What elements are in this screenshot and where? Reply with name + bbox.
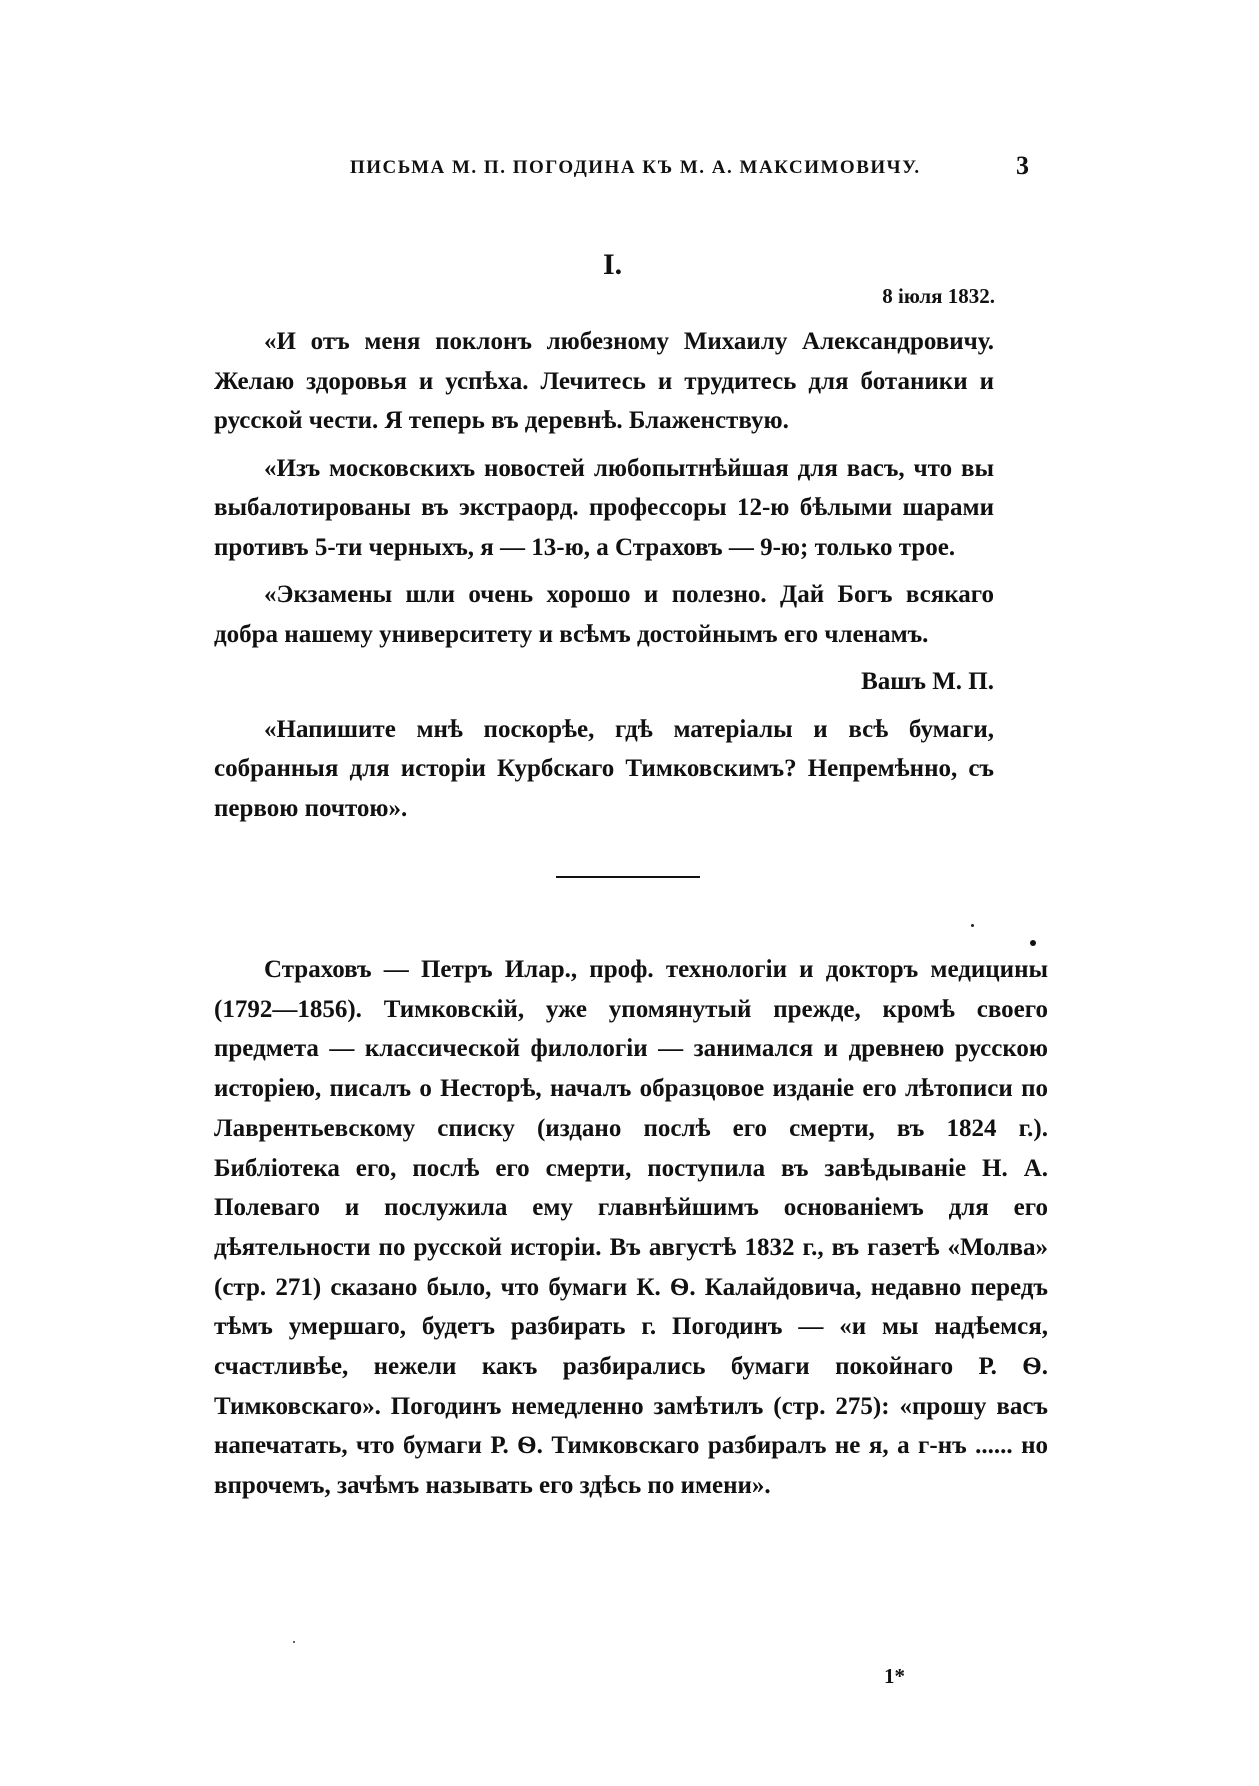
letter-postscript: «Напишите мнѣ поскорѣе, гдѣ матеріалы и всѣ бумаги, собранныя для исторіи Курбскаго Тимковскимъ? Непремѣнно, съ первою почтою». <box>214 715 994 822</box>
print-speck <box>971 924 974 927</box>
letter-numeral: I. <box>603 248 623 281</box>
commentary-paragraph: Страховъ — Петръ Илар., проф. технологіи и докторъ медицины (1792—1856). Тимковскій, уже упомянутый прежде, кромѣ своего предмета — классической филологіи — занимался и древнею русскою исторіею, писалъ о Несторѣ, началъ образцовое изданіе его лѣтописи по Лаврентьевскому списку (издано послѣ его смерти, въ 1824 г.). Библіотека его, послѣ его смерти, поступила въ завѣдываніе Н. А. Полеваго и послужила ему главнѣйшимъ основаніемъ для его дѣятельности по русской исторіи. Въ августѣ 1832 г., въ газетѣ «Молва» (стр. 271) сказано было, что бумаги К. Ѳ. Калайдовича, недавно передъ тѣмъ умершаго, будетъ разбирать г. Погодинъ — «и мы надѣемся, счастливѣе, нежели какъ разбирались бумаги покойнаго Р. Ѳ. Тимковскаго». Погодинъ немедленно замѣтилъ (стр. 275): «прошу васъ напечатать, что бумаги Р. Ѳ. Тимковскаго разбиралъ не я, а г-нъ ...... но впрочемъ, зачѣмъ называть его здѣсь по имени». <box>214 956 1048 1500</box>
letter-signature: Вашъ М. П. <box>861 668 994 695</box>
letter-paragraph: «Экзамены шли очень хорошо и полезно. Дай Богъ всякаго добра нашему университету и всѣмъ достойнымъ его членамъ. <box>214 581 994 648</box>
print-speck <box>293 1641 295 1643</box>
section-divider <box>556 876 700 878</box>
letter-paragraph: «И отъ меня поклонъ любезному Михаилу Александровичу. Желаю здоровья и успѣха. Лечитесь и трудитесь для ботаники и русской чести. Я теперь въ деревнѣ. Блаженствую. <box>214 328 994 434</box>
sheet-signature: 1* <box>884 1664 905 1688</box>
page-number: 3 <box>1016 151 1029 180</box>
print-speck <box>1030 940 1036 946</box>
running-title: ПИСЬМА М. П. ПОГОДИНА КЪ М. А. МАКСИМОВИЧУ. <box>350 157 921 178</box>
letter-paragraph: «Изъ московскихъ новостей любопытнѣйшая для васъ, что вы выбалотированы въ экстраорд. профессоры 12-ю бѣлыми шарами противъ 5-ти черныхъ, я — 13-ю, а Страховъ — 9-ю; только трое. <box>214 454 994 561</box>
letter-body <box>214 322 994 836</box>
commentary <box>214 950 1048 1506</box>
letter-date: 8 іюля 1832. <box>882 284 995 308</box>
